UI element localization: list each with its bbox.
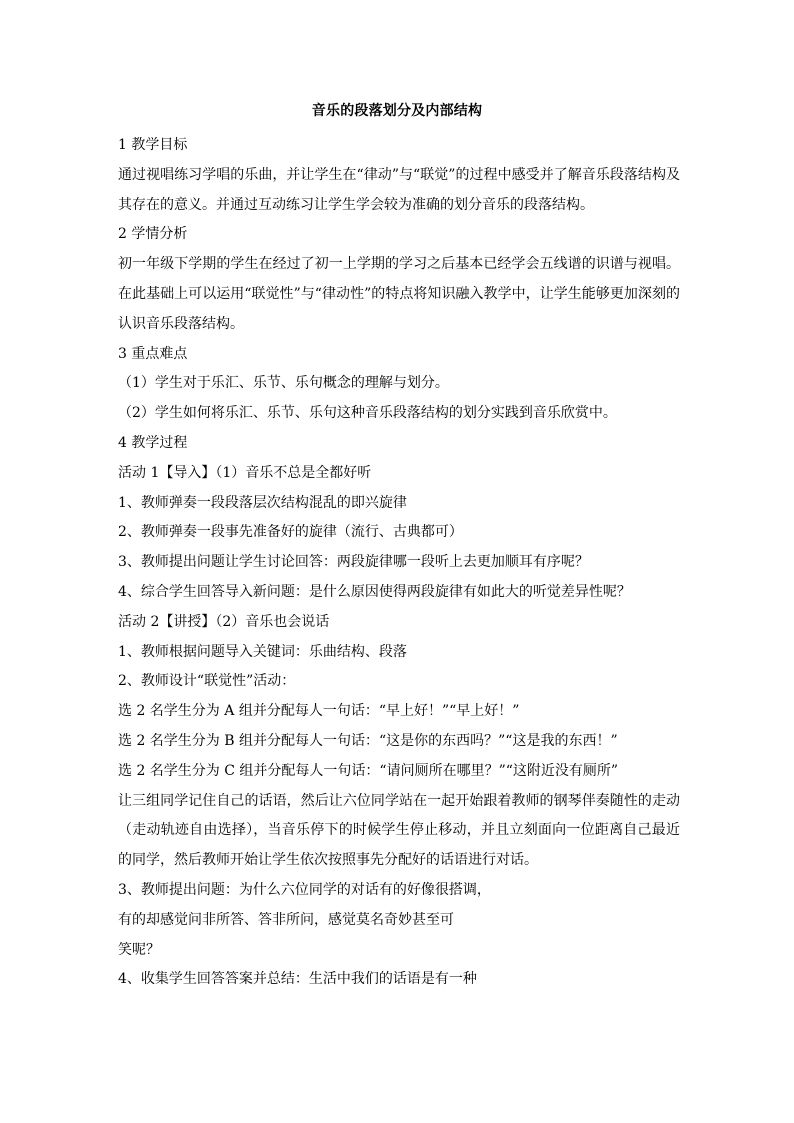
list-item: 1、教师弹奏一段段落层次结构混乱的即兴旋律 [118,494,407,511]
list-item: 选 2 名学生分为 B 组并分配每人一句话：“这是你的东西吗？”“这是我的东西！” [118,732,618,749]
list-item: 2、教师弹奏一段事先准备好的旋律（流行、古典都可） [118,524,463,541]
list-item: 选 2 名学生分为 A 组并分配每人一句话：“早上好！”“早上好！” [118,703,520,720]
paragraph-line: 其存在的意义。并通过互动练习让学生学会较为准确的划分音乐的段落结构。 [118,196,594,213]
paragraph-line: 初一年级下学期的学生在经过了初一上学期的学习之后基本已经学会五线谱的识谱与视唱。 [118,256,680,273]
section-heading-analysis: 2 学情分析 [118,226,188,243]
activity-heading: 活动 2【讲授】（2）音乐也会说话 [118,613,330,630]
list-item: 3、教师提出问题让学生讨论回答：两段旋律哪一段听上去更加顺耳有序呢？ [118,554,589,571]
activity-heading: 活动 1【导入】（1）音乐不总是全都好听 [118,464,372,481]
document-body [118,131,680,995]
paragraph-line: （走动轨迹自由选择），当音乐停下的时候学生停止移动，并且立刻面向一位距离自己最近 [118,822,680,839]
list-item: （2）学生如何将乐汇、乐节、乐句这种音乐段落结构的划分实践到音乐欣赏中。 [118,405,617,422]
document-title: 音乐的段落划分及内部结构 [311,103,483,119]
paragraph-line: 让三组同学记住自己的话语，然后让六位同学站在一起开始跟着教师的钢琴伴奏随性的走动 [118,792,680,809]
paragraph-line: 在此基础上可以运用“联觉性”与“律动性”的特点将知识融入教学中，让学生能够更加深刻的 [118,285,680,302]
list-item: （1）学生对于乐汇、乐节、乐句概念的理解与划分。 [118,375,449,392]
paragraph-line: 的同学，然后教师开始让学生依次按照事先分配好的话语进行对话。 [118,852,538,869]
section-heading-process: 4 教学过程 [118,434,188,451]
paragraph-line: 笑呢？ [118,941,160,958]
list-item: 选 2 名学生分为 C 组并分配每人一句话：“请问厕所在哪里？”“这附近没有厕所” [118,762,619,779]
paragraph-line: 认识音乐段落结构。 [118,315,244,332]
section-heading-objectives: 1 教学目标 [118,137,188,153]
section-heading-key-points: 3 重点难点 [118,345,188,362]
list-item: 1、教师根据问题导入关键词：乐曲结构、段落 [118,643,407,660]
list-item: 4、综合学生回答导入新问题：是什么原因使得两段旋律有如此大的听觉差异性呢？ [118,583,631,600]
paragraph-line: 有的却感觉问非所答、答非所问，感觉莫名奇妙甚至可 [118,911,454,928]
list-item: 4、收集学生回答答案并总结：生活中我们的话语是有一种 [118,971,477,988]
list-item: 3、教师提出问题：为什么六位同学的对话有的好像很搭调， [118,881,491,898]
list-item: 2、教师设计“联觉性”活动： [118,673,296,690]
paragraph-line: 通过视唱练习学唱的乐曲，并让学生在“律动”与“联觉”的过程中感受并了解音乐段落结构及 [118,166,680,183]
